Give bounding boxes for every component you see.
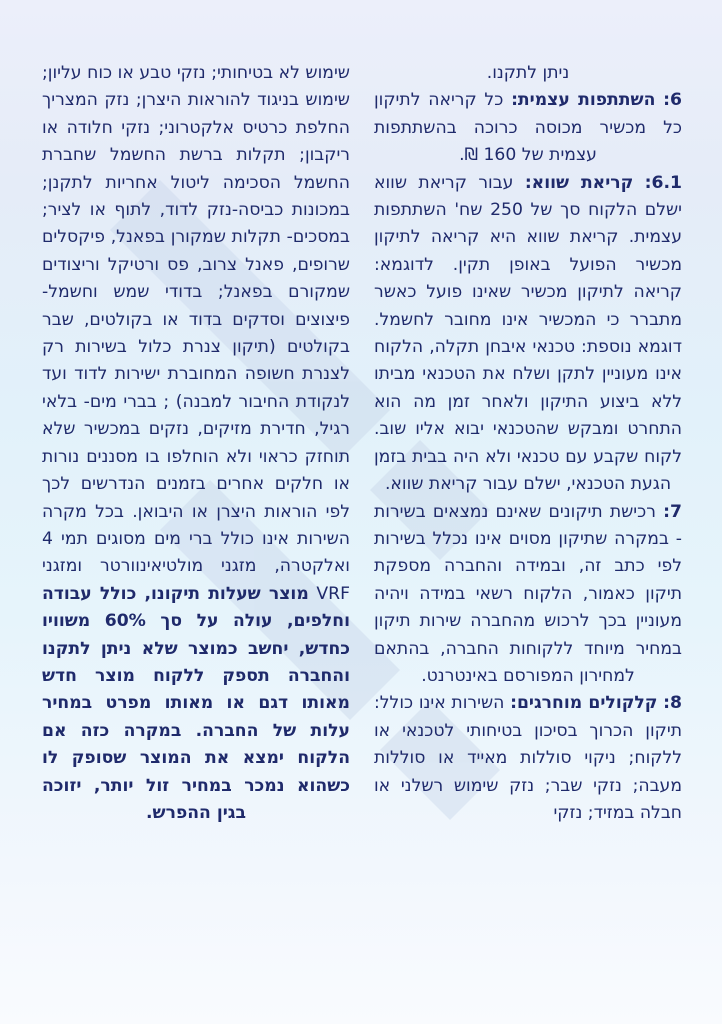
replacement-policy-text: מוצר שעלות תיקונו, כולל עבודה וחלפים, עולה על סך 60% משוויו כחדש, יחשב כמוצר שלא ניתן לתקנו והחברה תספק ללקוח מוצר חדש מאותו דגם או מאותו מפרט במחיר עלות של החברה. במקרה כזה אם הלקוח ימצא את המוצר שסופק לו כשהוא נמכר במחיר זול יותר, יזוכה בגין ההפרש. (42, 583, 350, 823)
intro-continuation: ניתן לתקנו. (486, 63, 570, 83)
section-6-1 (374, 170, 682, 499)
exclusions-text: שימוש לא בטיחותי; נזקי טבע או כוח עליון; שימוש בניגוד להוראות היצרן; נזק המצריך החלפת כרטיס אלקטרוני; נזקי חלודה או ריקבון; תקלות ברשת החשמל שחברת החשמל הסכימה ליטול אחריות לתקנן; במכונות כביסה-נזק לדוד, לתוף או לציר; במסכים- תקלות שמקורן בפאנל, פיקסלים שרופים, פאנל צרוב, פס ורטיקל וריצודים שמקורם בפאנל; בדודי שמש וחשמל- פיצוצים וסדקים בדוד או בקולטים, שבר בקולטים (תיקון צנרת כלול בשירות רק לצנרת חשופה המחוברת ישירות לדוד ועד לנקודת החיבור למבנה) ; בברי מים- בלאי רגיל, חדירת מזיקים, נזקים במכשיר שלא תוחזק כראוי ולא הוחלפו בו מסננים נורות או חלקים אחרים בזמנים הנדרשים לכך לפי הוראות היצרן או היבואן. בכל מקרה השירות אינו כולל ברי מים מסוגים תמי 4 ואלקטרה, מזגני מולטיאינוורטר ומזגני VRF (42, 63, 351, 604)
section-6-text: כל קריאה לתיקון כל מכשיר מכוסה כרוכה בהשתתפות עצמית של 160 ₪. (374, 90, 682, 166)
section-6-heading: השתתפות עצמית: (511, 90, 656, 111)
section-6 (374, 87, 682, 169)
section-6-number: 6: (663, 90, 682, 111)
section-8 (374, 690, 682, 827)
left-column (42, 60, 350, 827)
exclusions-continued (42, 60, 350, 827)
section-7 (374, 499, 682, 691)
section-6-1-heading: קריאת שווא: (524, 172, 634, 193)
section-7-number: 7: (663, 501, 682, 522)
section-8-text: השירות אינו כולל: תיקון הכרוך בסיכון בטיחותי לטכנאי או ללקוח; ניקוי סוללות מאייד או סוללות מעבה; נזקי שבר; נזק שימוש רשלני או חבלה במזיד; נזקי (374, 693, 682, 823)
section-8-number: 8: (663, 693, 683, 714)
section-7-text: רכישת תיקונים שאינם נמצאים בשירות - במקרה שתיקון מסוים אינו נכלל בשירות לפי כתב זה, ובמידה והחברה מספקת תיקון כאמור, הלקוח רשאי במידה ויהיה מעוניין בכך לרכוש מהחברה שירות תיקון במחיר מיוחד ללקוחות החברה, בהתאם למחירון המפורסם באינטרנט. (374, 501, 682, 686)
section-6-1-number: 6.1: (644, 172, 682, 193)
right-column (374, 60, 682, 827)
section-8-heading: קלקולים מוחרגים: (510, 693, 658, 714)
section-6-1-text: עבור קריאת שווא ישלם הלקוח סך של 250 שח' השתתפות עצמית. קריאת שווא היא קריאה לתיקון מכשיר הפועל באופן תקין. לדוגמא: קריאה לתיקון מכשיר שאינו פועל כאשר מתברר כי המכשיר אינו מחובר לחשמל. דוגמא נוספת: טכנאי איבחן תקלה, הלקוח אינו מעוניין לתקן ושלח את הטכנאי מביתו ללא ביצוע התיקון ולאחר זמן מה הוא התחרט ומבקש שהטכנאי יבוא אליו שוב. לקוח שקבע עם טכנאי ולא היה בבית בזמן הגעת הטכנאי, ישלם עבור קריאת שווא. (374, 172, 682, 495)
